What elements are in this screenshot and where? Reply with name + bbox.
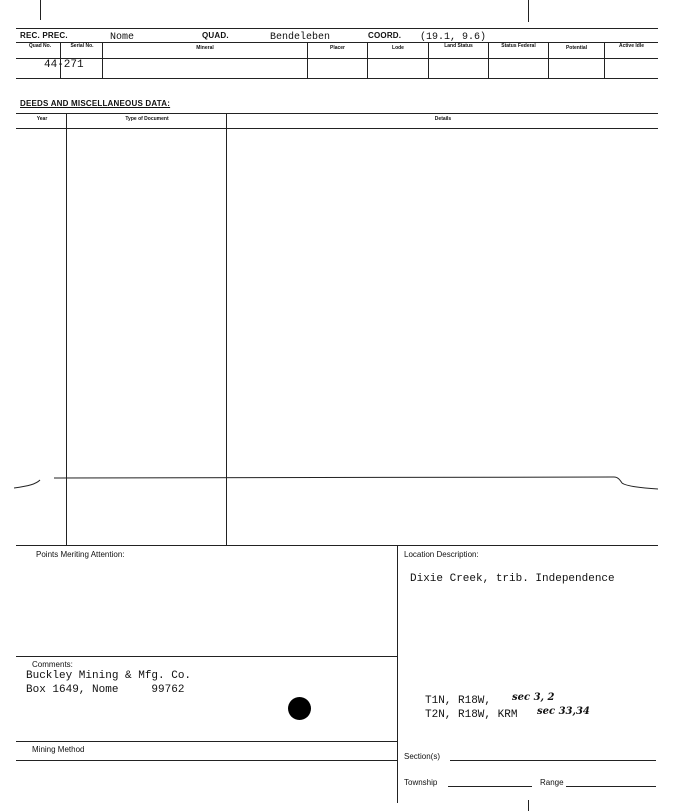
col-mineral: Mineral	[196, 45, 214, 51]
col-lode: Lode	[392, 45, 404, 51]
location-label: Location Description:	[404, 550, 479, 559]
deeds-title: DEEDS AND MISCELLANEOUS DATA:	[20, 99, 171, 108]
location-line1-typed: T1N, R18W,	[425, 695, 492, 707]
coord-value: (19.1, 9.6)	[420, 32, 487, 43]
col-potential: Potential	[565, 45, 588, 51]
deeds-col-year: Year	[36, 116, 48, 122]
bottom-binding-mark	[528, 800, 529, 811]
deeds-col-details: Details	[434, 116, 452, 122]
location-line1-hand: sec 3, 2	[512, 692, 555, 703]
comments-top-rule	[16, 656, 397, 657]
rec-prec-label: REC. PREC.	[20, 31, 68, 40]
location-line2-typed: T2N, R18W, KRM	[425, 709, 518, 721]
lower-section-top-rule	[16, 545, 658, 546]
quad-no-value: 44-271	[44, 59, 84, 71]
points-label: Points Meriting Attention:	[36, 550, 125, 559]
coord-label: COORD.	[368, 31, 402, 40]
comments-label: Comments:	[32, 660, 73, 669]
quad-label: QUAD.	[202, 31, 229, 40]
top-binding-mark-right	[528, 0, 529, 22]
col-placer: Placer	[329, 45, 345, 51]
location-text: Dixie Creek, trib. Independence	[410, 573, 615, 585]
rec-prec-value: Nome	[110, 32, 135, 43]
range-label: Range	[540, 778, 564, 787]
range-fill-line	[566, 786, 656, 787]
township-label: Township	[404, 778, 438, 787]
mining-method-top-rule	[16, 741, 397, 742]
location-line2-hand: sec 33,34	[537, 706, 590, 717]
deeds-col-type: Type of Document	[125, 116, 169, 122]
col-land-status: Land Status	[444, 43, 473, 49]
hole-punch-mark	[288, 697, 311, 720]
top-binding-mark-left	[40, 0, 41, 20]
section-fill-line	[450, 760, 656, 761]
col-active-idle: Active Idle	[618, 43, 644, 49]
comments-line1: Buckley Mining & Mfg. Co.	[26, 670, 192, 682]
township-fill-line	[448, 786, 532, 787]
lower-vertical-divider	[397, 545, 398, 803]
mining-method-bottom-rule	[16, 760, 397, 761]
col-status-federal: Status Federal	[501, 43, 536, 49]
quad-value: Bendeleben	[270, 32, 331, 43]
section-label: Section(s)	[404, 752, 441, 761]
col-serial-no: Serial No.	[70, 43, 94, 49]
fold-line	[14, 468, 658, 492]
comments-line2: Box 1649, Nome 99762	[26, 684, 185, 696]
col-quad-no: Quad No.	[28, 43, 52, 49]
mining-method-label: Mining Method	[32, 745, 85, 754]
